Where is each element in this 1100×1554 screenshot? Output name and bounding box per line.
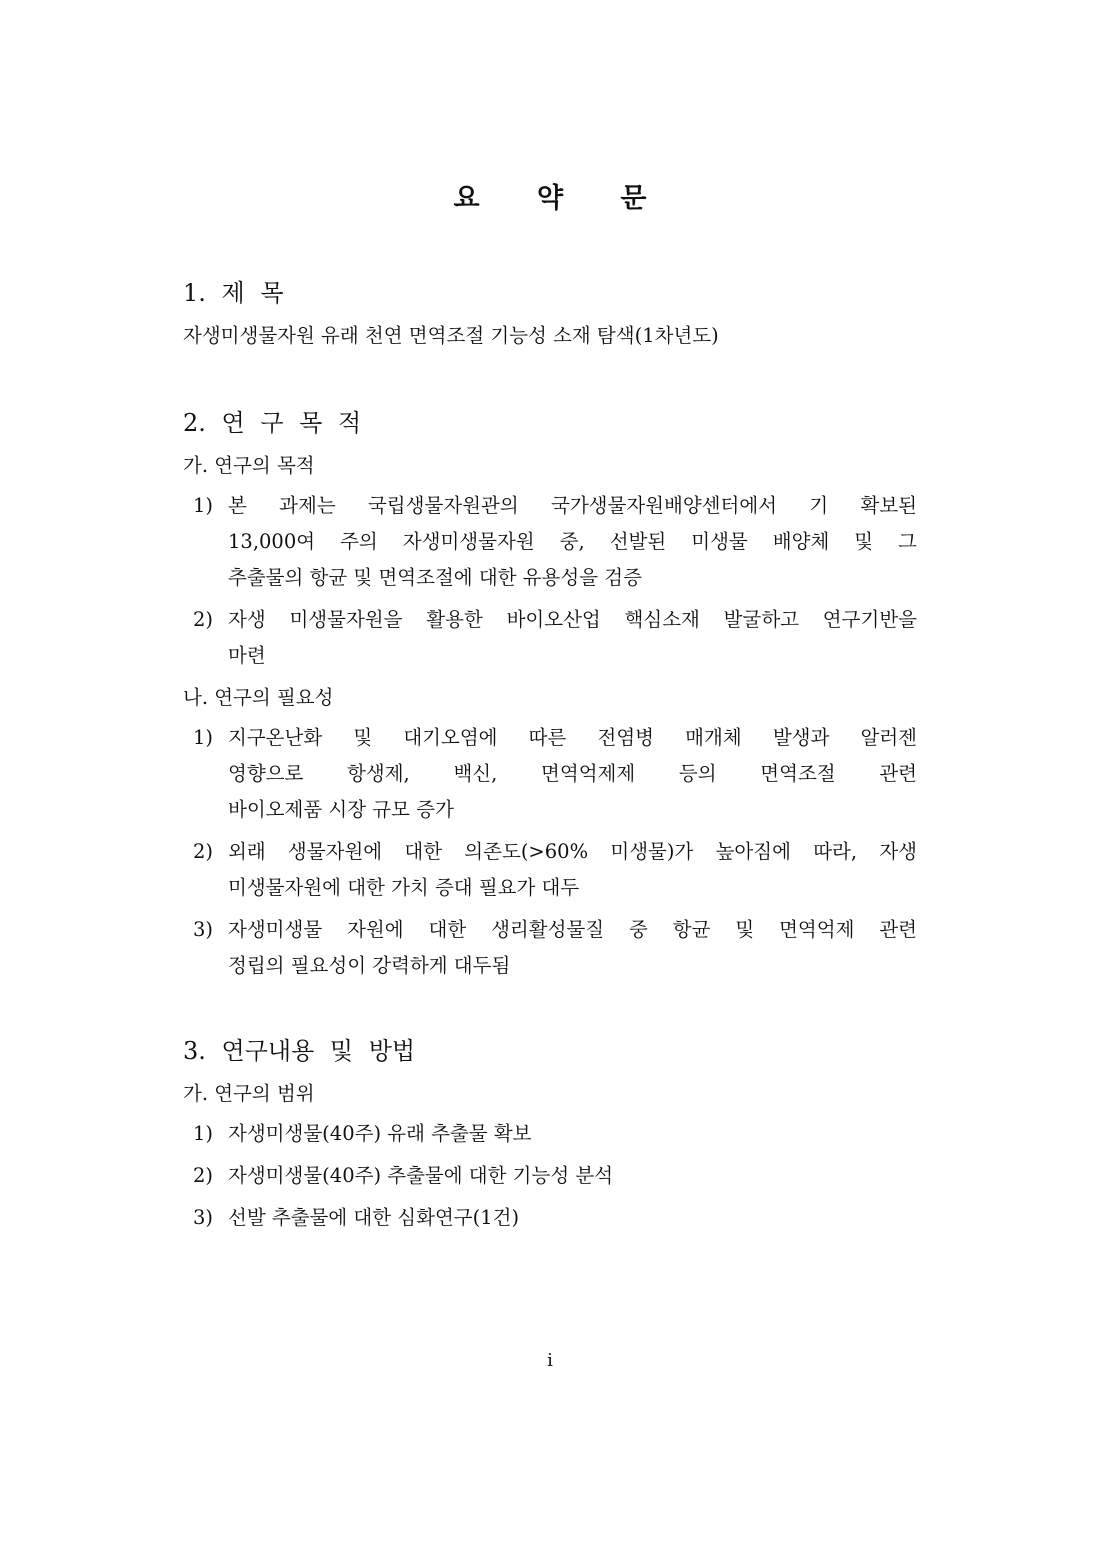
item-line: 자생미생물(40주) 추출물에 대한 기능성 분석 xyxy=(228,1164,614,1187)
section-heading: 3. 연구내용 및 방법 xyxy=(183,1037,416,1065)
list-item xyxy=(183,1200,917,1236)
item-number: 2) xyxy=(193,608,214,631)
section-heading: 2. 연 구 목 적 xyxy=(183,409,362,437)
section-title xyxy=(183,276,917,354)
item-number: 2) xyxy=(193,840,214,863)
item-number: 1) xyxy=(193,1122,214,1145)
list-item xyxy=(183,488,917,596)
item-number: 3) xyxy=(193,918,214,941)
item-line: 영향으로 항생제, 백신, 면역억제제 등의 면역조절 관련 xyxy=(228,762,917,785)
item-line: 자생미생물(40주) 유래 추출물 확보 xyxy=(228,1122,532,1145)
item-line: 자생 미생물자원을 활용한 바이오산업 핵심소재 발굴하고 연구기반을 xyxy=(228,608,917,631)
list-item xyxy=(183,1158,917,1194)
subsection-heading: 가. 연구의 범위 xyxy=(183,1082,315,1105)
project-title-text: 자생미생물자원 유래 천연 면역조절 기능성 소재 탐색(1차년도) xyxy=(183,324,719,347)
subsection-heading: 나. 연구의 필요성 xyxy=(183,686,334,709)
list-item xyxy=(183,912,917,984)
item-line: 자생미생물 자원에 대한 생리활성물질 중 항균 및 면역억제 관련 xyxy=(228,918,917,941)
document-body xyxy=(183,276,917,1282)
item-number: 3) xyxy=(193,1206,214,1229)
item-line: 바이오제품 시장 규모 증가 xyxy=(228,798,454,821)
item-line: 미생물자원에 대한 가치 증대 필요가 대두 xyxy=(228,876,580,899)
subsection-heading: 가. 연구의 목적 xyxy=(183,454,315,477)
page-title: 요 약 문 xyxy=(453,183,647,214)
section-research-methods xyxy=(183,1034,917,1236)
item-number: 1) xyxy=(193,494,214,517)
page-number: i xyxy=(547,1350,553,1371)
item-line: 선발 추출물에 대한 심화연구(1건) xyxy=(228,1206,520,1229)
item-line: 외래 생물자원에 대한 의존도(>60% 미생물)가 높아짐에 따라, 자생 xyxy=(228,840,917,863)
list-item xyxy=(183,602,917,674)
item-line: 마련 xyxy=(228,644,266,667)
item-line: 13,000여 주의 자생미생물자원 중, 선발된 미생물 배양체 및 그 xyxy=(228,530,917,553)
item-line: 본 과제는 국립생물자원관의 국가생물자원배양센터에서 기 확보된 xyxy=(228,494,917,517)
item-number: 1) xyxy=(193,726,214,749)
item-line: 추출물의 항균 및 면역조절에 대한 유용성을 검증 xyxy=(228,566,642,589)
list-item xyxy=(183,834,917,906)
list-item xyxy=(183,720,917,828)
list-item xyxy=(183,1116,917,1152)
section-research-purpose xyxy=(183,406,917,984)
item-line: 정립의 필요성이 강력하게 대두됨 xyxy=(228,954,511,977)
item-line: 지구온난화 및 대기오염에 따른 전염병 매개체 발생과 알러젠 xyxy=(228,726,917,749)
section-heading: 1. 제 목 xyxy=(183,279,284,307)
item-number: 2) xyxy=(193,1164,214,1187)
